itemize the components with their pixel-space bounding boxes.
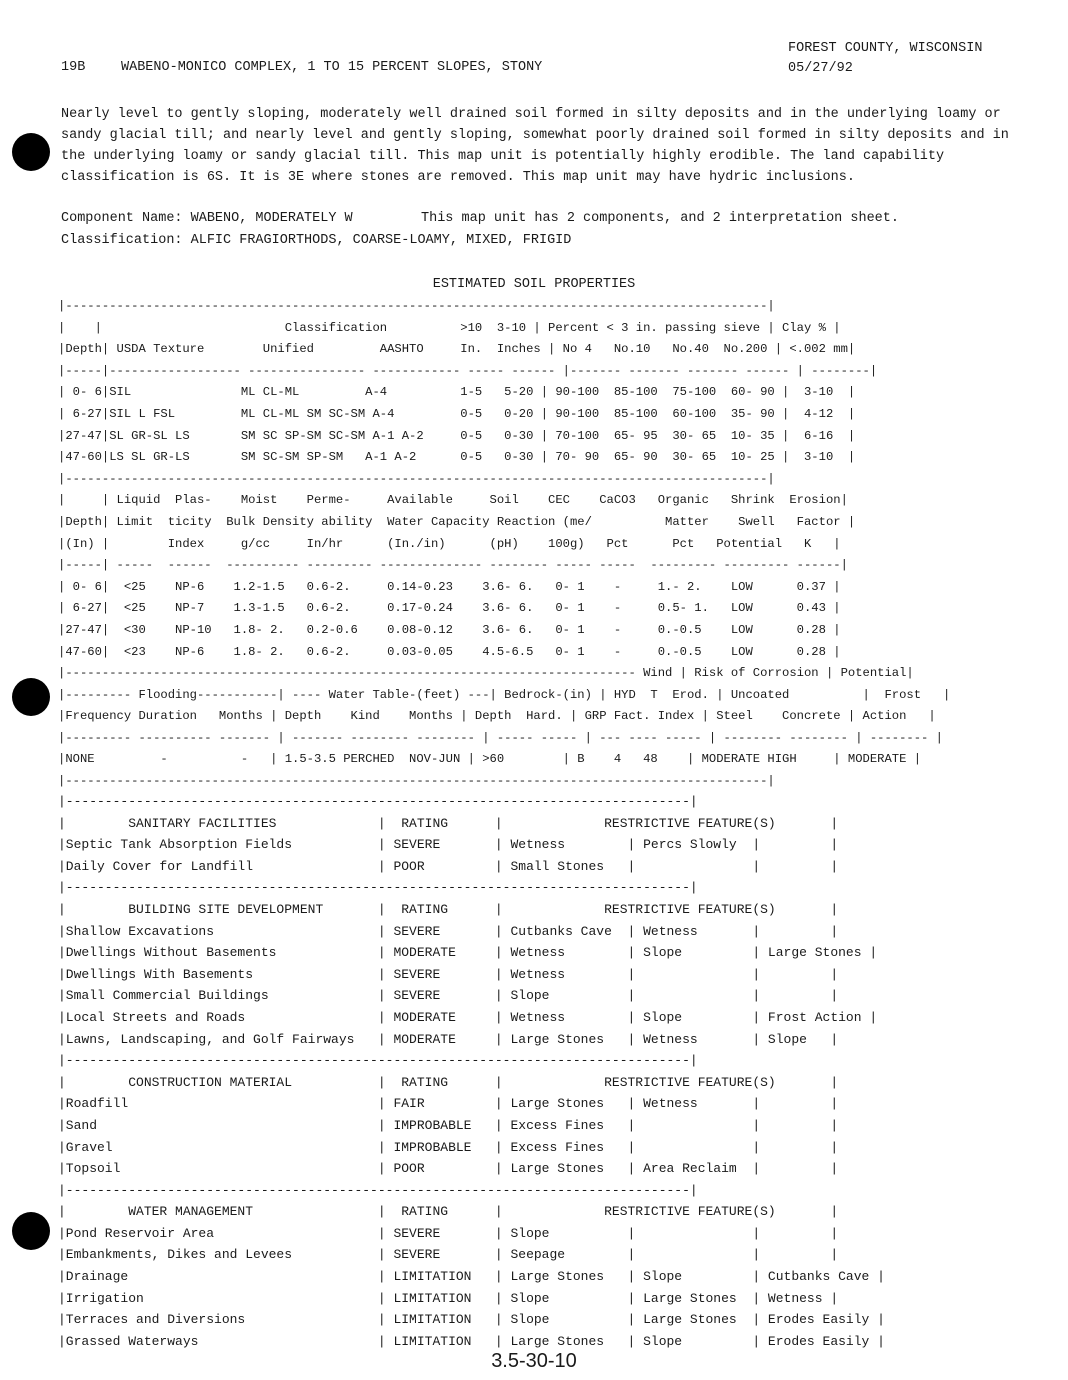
properties-table-line: | 0- 6|SIL ML CL-ML A-4 1-5 5-20 | 90-100 85-100 75-100 60- 90 | 3-10 | [58,385,856,400]
interpretations-table-line: | BUILDING SITE DEVELOPMENT | RATING | RESTRICTIVE FEATURE(S) | [58,901,839,917]
interpretations-table-line: |Sand | IMPROBABLE | Excess Fines | | | [58,1117,839,1133]
properties-table-line: |(In) | Index g/cc In/hr (In./in) (pH) 100g) Pct Pct Potential K | [58,536,841,551]
properties-table-line: |------------------------------------------------------------------------------------------------| [58,774,775,789]
properties-table-line: |------------------------------------------------------------------------------------------------| [58,471,775,486]
properties-table-line: |------------------------------------------------------------------------------------------------| [58,299,775,313]
component-note: This map unit has 2 components, and 2 interpretation sheet. [421,211,899,226]
report-date: 05/27/92 [788,61,853,76]
properties-table-line: |-----| ----- ------ ---------- --------- -------------- -------- ----- ----- --------- --------- ------| [58,558,848,573]
interpretations-table-line: |Embankments, Dikes and Levees | SEVERE | Seepage | | | [58,1247,839,1263]
interpretations-table [58,791,885,1352]
hole-punch-top [12,133,50,171]
interpretations-table-line: |Local Streets and Roads | MODERATE | Wetness | Slope | Frost Action | [58,1009,878,1025]
properties-table-line: |27-47|SL GR-SL LS SM SC SP-SM SC-SM A-1 A-2 0-5 0-30 | 70-100 65- 95 30- 65 10- 35 | 6-16 | [58,428,856,443]
interpretations-table-line: |--------------------------------------------------------------------------------| [58,1053,698,1069]
interpretations-table-line: |Terraces and Diversions | LIMITATION | Slope | Large Stones | Erodes Easily | [58,1312,885,1328]
interpretations-table-line: |Septic Tank Absorption Fields | SEVERE | Wetness | Percs Slowly | | [58,837,839,853]
interpretations-table-line: | CONSTRUCTION MATERIAL | RATING | RESTRICTIVE FEATURE(S) | [58,1074,839,1090]
properties-table-line: | 6-27| <25 NP-7 1.3-1.5 0.6-2. 0.17-0.24 3.6- 6. 0- 1 - 0.5- 1. LOW 0.43 | [58,601,841,616]
map-symbol: 19B [61,60,86,75]
component-classification: Classification: ALFIC FRAGIORTHODS, COARSE-LOAMY, MIXED, FRIGID [61,233,572,248]
interpretations-table-line: |Pond Reservoir Area | SEVERE | Slope | | | [58,1225,839,1241]
interpretations-table-line: |Drainage | LIMITATION | Large Stones | Slope | Cutbanks Cave | [58,1269,885,1285]
interpretations-table-line: |Grassed Waterways | LIMITATION | Large Stones | Slope | Erodes Easily | [58,1333,885,1349]
map-unit-description: Nearly level to gently sloping, moderately well drained soil formed in silty deposits and in the underlying loamy or sandy glacial till; and nearly level and gently sloping, somewhat poorly drained soil formed in silty deposits and in the underlying loamy or sandy glacial till. This map unit is potentially highly erodible. The land capability classification is 6S. It is 3E where stones are removed. This map unit may have hydric inclusions. [61,107,1009,185]
interpretations-table-line: |Roadfill | FAIR | Large Stones | Wetness | | [58,1096,839,1112]
properties-title: ESTIMATED SOIL PROPERTIES [432,277,636,292]
interpretations-table-line: |--------------------------------------------------------------------------------| [58,794,698,809]
interpretations-table-line: |Daily Cover for Landfill | POOR | Small Stones | | | [58,858,839,874]
properties-table-line: |------------------------------------------------------------------------------ Wind | Risk of Corrosion | Potential| [58,666,914,681]
hole-punch-bottom [12,1212,50,1250]
interpretations-table-line: |Irrigation | LIMITATION | Slope | Large Stones | Wetness | [58,1290,839,1306]
properties-table-line: |--------- ---------- ------- | ------- -------- -------- | ----- ----- | --- ---- ----- | -------- -------- | -------- | [58,730,943,745]
map-unit-name: WABENO-MONICO COMPLEX, 1 TO 15 PERCENT SLOPES, STONY [121,60,543,75]
properties-table-line: |47-60| <23 NP-6 1.8- 2. 0.6-2. 0.03-0.05 4.5-6.5 0- 1 - 0.-0.5 LOW 0.28 | [58,644,841,659]
properties-table-line: | 6-27|SIL L FSL ML CL-ML SM SC-SM A-4 0-5 0-20 | 90-100 85-100 60-100 35- 90 | 4-12 | [58,406,856,421]
interpretations-table-line: |Lawns, Landscaping, and Golf Fairways | MODERATE | Large Stones | Wetness | Slope | [58,1031,839,1047]
soil-properties-table [58,296,950,793]
properties-table-line: |Frequency Duration Months | Depth Kind Months | Depth Hard. | GRP Fact. Index | Steel Concrete | Action | [58,709,936,724]
interpretations-table-line: | WATER MANAGEMENT | RATING | RESTRICTIVE FEATURE(S) | [58,1204,839,1220]
interpretations-table-line: |Dwellings Without Basements | MODERATE | Wetness | Slope | Large Stones | [58,945,878,961]
properties-table-line: |-----|------------------ ---------------- ------------ ----- ------ |------- ------- ------- ------ | --------| [58,363,878,378]
interpretations-table-line: |Gravel | IMPROBABLE | Excess Fines | | | [58,1139,839,1155]
properties-table-line: |Depth| USDA Texture Unified AASHTO In. Inches | No 4 No.10 No.40 No.200 | <.002 mm| [58,342,856,357]
properties-table-line: | 0- 6| <25 NP-6 1.2-1.5 0.6-2. 0.14-0.23 3.6- 6. 0- 1 - 1.- 2. LOW 0.37 | [58,579,841,594]
interpretations-table-line: |--------------------------------------------------------------------------------| [58,1182,698,1198]
interpretations-table-line: |--------------------------------------------------------------------------------| [58,880,698,896]
interpretations-table-line: | SANITARY FACILITIES | RATING | RESTRICTIVE FEATURE(S) | [58,815,839,831]
properties-table-line: |27-47| <30 NP-10 1.8- 2. 0.2-0.6 0.08-0.12 3.6- 6. 0- 1 - 0.-0.5 LOW 0.28 | [58,622,841,637]
properties-table-line: |Depth| Limit ticity Bulk Density ability Water Capacity Reaction (me/ Matter Swell Factor | [58,514,856,529]
interpretations-table-line: |Topsoil | POOR | Large Stones | Area Reclaim | | [58,1161,839,1177]
properties-table-line: | | Liquid Plas- Moist Perme- Available Soil CEC CaCO3 Organic Shrink Erosion| [58,493,848,508]
interpretations-table-line: |Shallow Excavations | SEVERE | Cutbanks Cave | Wetness | | [58,923,839,939]
page-number: 3.5-30-10 [491,1350,577,1372]
interpretations-table-line: |Small Commercial Buildings | SEVERE | Slope | | | [58,988,839,1004]
properties-table-line: |NONE - - | 1.5-3.5 PERCHED NOV-JUN | >60 | B 4 48 | MODERATE HIGH | MODERATE | [58,752,922,767]
properties-table-line: | | Classification >10 3-10 | Percent < 3 in. passing sieve | Clay % | [58,320,841,335]
properties-table-line: |--------- Flooding-----------| ---- Water Table-(feet) ---| Bedrock-(in) | HYD T Erod. | Uncoated | Frost | [58,687,951,702]
county-name: FOREST COUNTY, WISCONSIN [788,41,983,56]
component-name: Component Name: WABENO, MODERATELY W [61,211,353,226]
properties-table-line: |47-60|LS SL GR-LS SM SC-SM SP-SM A-1 A-2 0-5 0-30 | 70- 90 65- 90 30- 65 10- 25 | 3-10 | [58,450,856,465]
interpretations-table-line: |Dwellings With Basements | SEVERE | Wetness | | | [58,966,839,982]
hole-punch-middle [12,678,50,716]
